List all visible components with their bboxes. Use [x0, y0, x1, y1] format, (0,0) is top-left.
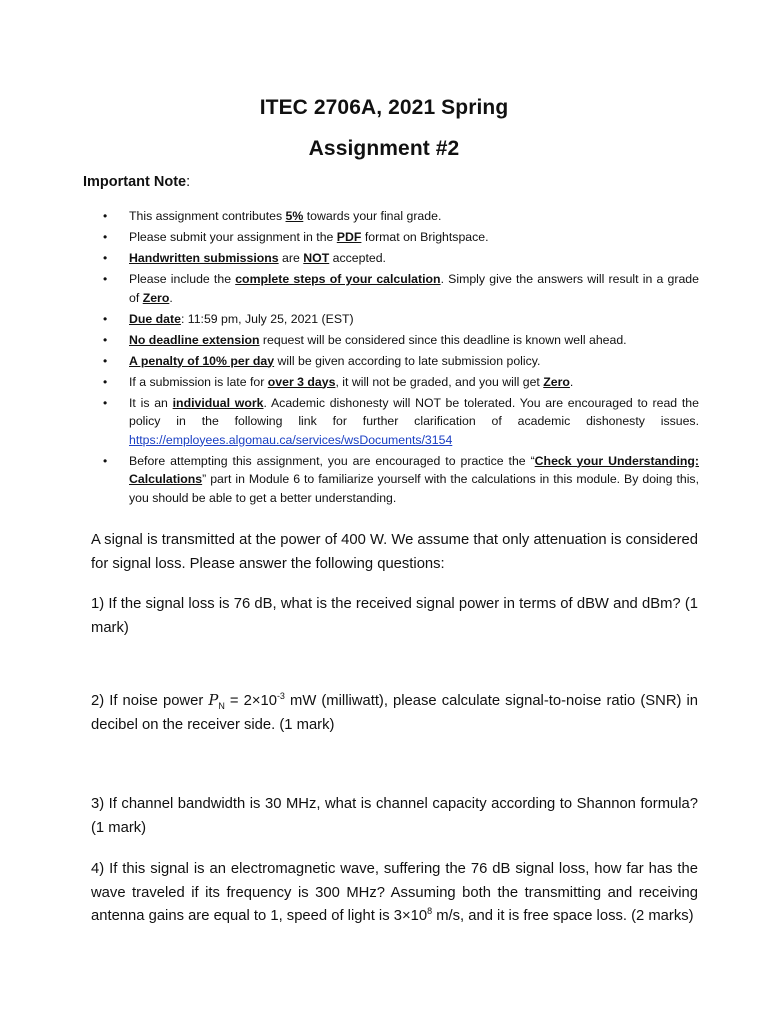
due-date-value: : 11:59 pm, July 25, 2021 (EST): [180, 311, 354, 326]
noise-power-symbol: P: [208, 692, 219, 709]
note-text: .: [169, 290, 173, 305]
list-item: [101, 331, 699, 350]
question-2: [91, 689, 698, 737]
note-text: will be given according to late submission policy.: [274, 353, 541, 368]
no-extension-label: No deadline extension: [129, 332, 260, 347]
note-text: , it will not be graded, and you will get: [335, 374, 544, 389]
handwritten-label: Handwritten submissions: [129, 251, 279, 265]
zero-label: Zero: [543, 374, 570, 389]
bullet-icon: •: [103, 395, 108, 410]
note-text: are: [278, 251, 304, 265]
over-3-days-label: over 3 days: [267, 374, 336, 389]
question-3: 3) If channel bandwidth is 30 MHz, what is channel capacity according to Shannon formula? (1 mark): [91, 796, 698, 836]
policy-link[interactable]: https://employees.algomau.ca/services/wsDocuments/3154: [129, 432, 453, 447]
complete-steps-label: complete steps of your calculation: [235, 272, 441, 286]
exponent: -3: [276, 691, 285, 702]
list-item: [101, 352, 699, 371]
question-1: 1) If the signal loss is 76 dB, what is the received signal power in terms of dBW and dBm? (1 mark): [91, 596, 698, 636]
note-text: . Academic dishonesty will NOT be tolerated. You are encouraged to read the policy in the following link for further clarification of academic dishonesty issues.: [129, 395, 699, 428]
list-item: [101, 310, 699, 329]
exponent: 8: [427, 906, 433, 917]
check-understanding-label: Check your Understanding: Calculations: [129, 453, 699, 486]
assignment-title: Assignment #2: [308, 137, 460, 160]
noise-power-subscript: N: [218, 700, 225, 711]
list-item: [101, 270, 699, 307]
important-note-colon: :: [186, 174, 191, 190]
question-text: m/s, and it is free space loss. (2 marks): [432, 908, 694, 924]
course-title: ITEC 2706A, 2021 Spring: [259, 96, 509, 119]
note-text: ” part in Module 6 to familiarize yourself with the calculations in this module. By doing this, you should be able to get a better understanding.: [129, 472, 699, 505]
note-text: .: [569, 374, 574, 389]
note-text: request will be considered since this deadline is known well ahead.: [259, 332, 627, 347]
note-text: It is an: [129, 395, 173, 410]
note-text: towards your final grade.: [303, 209, 442, 223]
bullet-icon: •: [103, 374, 108, 389]
list-item: [101, 249, 699, 268]
list-item: [101, 207, 699, 226]
list-item: [101, 373, 699, 392]
note-text: accepted.: [329, 251, 386, 265]
question-text: 4) If this signal is an electromagnetic wave, suffering the 76 dB signal loss, how far has the wave traveled if its frequency is 300 MHz? Assuming both the transmitting and receiving antenna gains are equal to 1, speed of light is 3×10: [91, 861, 698, 924]
note-text: If a submission is late for: [129, 374, 268, 389]
zero-label: Zero: [142, 290, 170, 305]
note-text: . Simply give the answers will result in a grade of: [129, 272, 699, 305]
important-note-heading: [83, 174, 190, 190]
bullet-icon: •: [103, 311, 108, 326]
note-text: This assignment contributes: [129, 209, 286, 223]
note-text: Before attempting this assignment, you are encouraged to practice the “: [129, 453, 535, 468]
list-item: [101, 228, 699, 247]
question-text: mW (milliwatt), please calculate signal-to-noise ratio (SNR) in decibel on the receiver side. (1 mark): [91, 693, 699, 733]
list-item: [101, 452, 699, 508]
individual-work-label: individual work: [172, 395, 264, 410]
question-text: 2) If noise power: [91, 693, 209, 709]
bullet-icon: •: [103, 230, 108, 244]
grade-weight: 5%: [285, 209, 304, 223]
bullet-icon: •: [103, 453, 108, 468]
intro-paragraph: A signal is transmitted at the power of 400 W. We assume that only attenuation is considered for signal loss. Please answer the following questions:: [91, 532, 698, 572]
bullet-icon: •: [103, 251, 108, 265]
question-text: = 2×10: [224, 693, 277, 709]
bullet-icon: •: [103, 353, 108, 368]
question-4: [91, 858, 698, 929]
bullet-icon: •: [103, 209, 108, 223]
penalty-label: A penalty of 10% per day: [129, 353, 275, 368]
important-note-label: Important Note: [83, 174, 187, 190]
format-pdf: PDF: [336, 230, 362, 244]
notes-list: [101, 207, 699, 510]
bullet-icon: •: [103, 272, 108, 286]
not-label: NOT: [303, 251, 330, 265]
list-item: [101, 394, 699, 450]
note-text: Please include the: [129, 272, 236, 286]
note-text: Please submit your assignment in the: [129, 230, 337, 244]
due-date-label: Due date: [129, 311, 181, 326]
note-text: format on Brightspace.: [361, 230, 489, 244]
bullet-icon: •: [103, 332, 108, 347]
